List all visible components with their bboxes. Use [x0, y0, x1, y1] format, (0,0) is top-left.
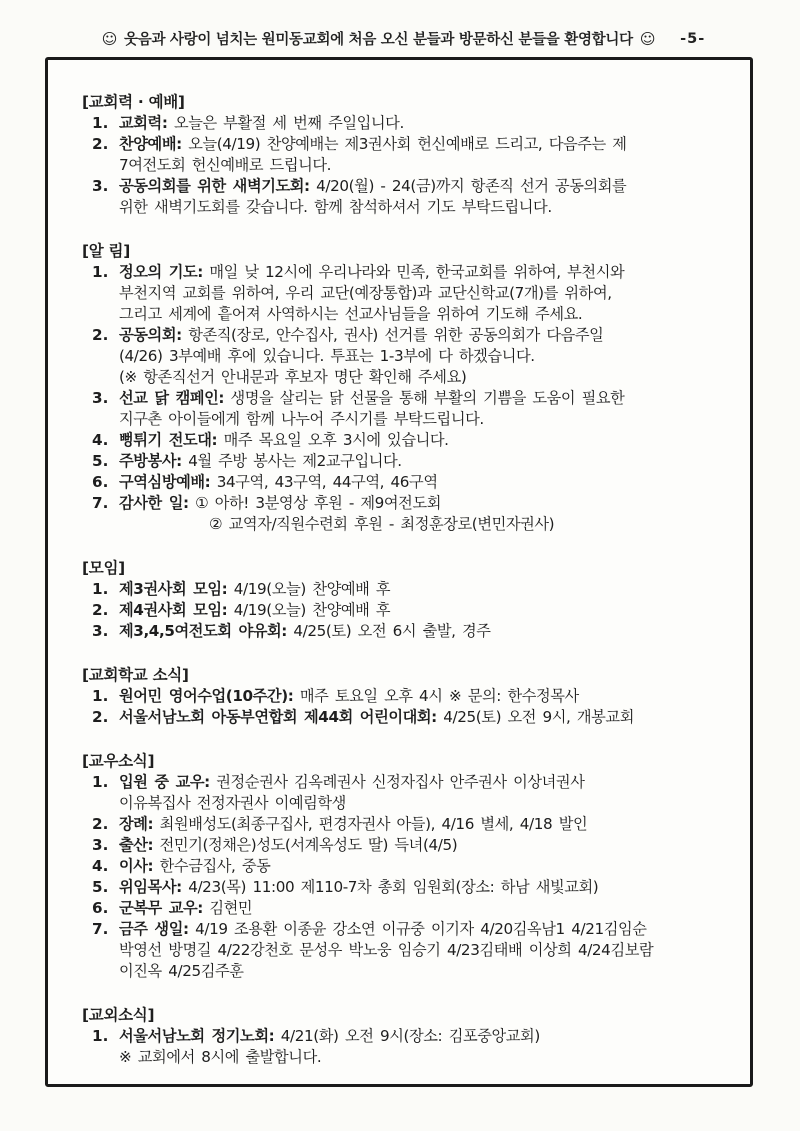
item-row [82, 451, 732, 472]
item-line [119, 877, 732, 898]
item-line-text: 매주 토요일 오후 4시 ※ 문의: 한수정목사 [299, 687, 579, 705]
item-line [119, 579, 732, 600]
item-label: 정오의 기도: [119, 263, 203, 281]
item-row [82, 493, 732, 535]
item-text [119, 856, 732, 877]
item-line [119, 493, 732, 514]
section-title: [교우소식] [82, 752, 155, 770]
item-line-text: 매일 낮 12시에 우리나라와 민족, 한국교회를 위하여, 부천시와 [209, 263, 625, 281]
item-line [119, 388, 732, 409]
item-label: 구역심방예배: [119, 473, 211, 491]
item-line [119, 325, 732, 346]
item-label: 입원 중 교우: [119, 773, 210, 791]
item-number: 1. [92, 687, 109, 705]
item-line-text: 4/20(월) - 24(금)까지 항존직 선거 공동의회를 [316, 177, 627, 195]
item-line-text: 4/23(목) 11:00 제110-7차 총회 임원회(장소: 하남 새빛교회) [188, 878, 599, 896]
item-number: 3. [92, 177, 109, 195]
item-line [119, 1026, 732, 1047]
item-line-text: 오늘은 부활절 세 번째 주일입니다. [173, 114, 404, 132]
item-label: 주방봉사: [119, 452, 182, 470]
section [82, 558, 732, 642]
item-number: 6. [92, 473, 109, 491]
item-row [82, 686, 732, 707]
item-line-text: 박영선 방명길 4/22강천호 문성우 박노웅 임승기 4/23김태배 이상희 4/24김보람 [119, 941, 654, 959]
item-label: 제3,4,5여전도회 야유회: [119, 622, 287, 640]
item-number: 5. [92, 878, 109, 896]
item-line [119, 621, 732, 642]
item-number: 3. [92, 389, 109, 407]
item-label: 장례: [119, 815, 154, 833]
bulletin-box [45, 57, 753, 1087]
section-title: [교외소식] [82, 1006, 155, 1024]
item-text [119, 898, 732, 919]
item-text [119, 430, 732, 451]
item-label: 공동의회를 위한 새벽기도회: [119, 177, 310, 195]
item-line [119, 409, 732, 430]
item-number: 2. [92, 815, 109, 833]
item-line-text: ※ 교회에서 8시에 출발합니다. [119, 1048, 322, 1066]
item-label: 출산: [119, 836, 154, 854]
item-row [82, 176, 732, 218]
item-line-text: 4/25(토) 오전 9시, 개봉교회 [443, 708, 634, 726]
item-line-text: 부천지역 교회를 위하여, 우리 교단(예장통합)과 교단신학교(7개)를 위하여, [119, 284, 612, 302]
smiley-icon: ☺ [101, 29, 118, 48]
item-line [119, 197, 732, 218]
item-text [119, 621, 732, 642]
section-title: [알 림] [82, 242, 131, 260]
item-row [82, 814, 732, 835]
header-text: 웃음과 사랑이 넘치는 원미동교회에 처음 오신 분들과 방문하신 분들을 환영합니다 [124, 32, 633, 48]
item-line [119, 155, 732, 176]
item-line-text: 권정순권사 김옥례권사 신정자집사 안주권사 이상녀권사 [216, 773, 585, 791]
item-number: 1. [92, 114, 109, 132]
item-line-text: 7여전도회 헌신예배로 드립니다. [119, 156, 332, 174]
item-row [82, 472, 732, 493]
item-number: 4. [92, 857, 109, 875]
item-text [119, 388, 732, 430]
item-label: 금주 생일: [119, 920, 189, 938]
item-line [119, 686, 732, 707]
item-line [119, 600, 732, 621]
item-line-text: 생명을 살리는 닭 선물을 통해 부활의 기쁨을 도움이 필요한 [230, 389, 625, 407]
item-line [209, 514, 732, 535]
item-row [82, 877, 732, 898]
item-row [82, 430, 732, 451]
item-row [82, 600, 732, 621]
item-number: 7. [92, 494, 109, 512]
item-line-text: 이진옥 4/25김주훈 [119, 962, 244, 980]
item-line [119, 367, 732, 388]
item-label: 교회력: [119, 114, 168, 132]
item-line-text: 4/25(토) 오전 6시 출발, 경주 [293, 622, 491, 640]
item-text [119, 134, 732, 176]
item-number: 7. [92, 920, 109, 938]
item-number: 1. [92, 580, 109, 598]
item-row [82, 707, 732, 728]
item-line [119, 134, 732, 155]
item-line [119, 793, 732, 814]
item-label: 공동의회: [119, 326, 182, 344]
item-row [82, 898, 732, 919]
item-text [119, 579, 732, 600]
item-row [82, 579, 732, 600]
item-label: 서울서남노회 정기노회: [119, 1027, 275, 1045]
item-number: 2. [92, 326, 109, 344]
item-label: 원어민 영어수업(10주간): [119, 687, 294, 705]
item-row [82, 134, 732, 176]
item-number: 1. [92, 773, 109, 791]
item-line [119, 772, 732, 793]
item-line [119, 304, 732, 325]
item-line-text: 위한 새벽기도회를 갖습니다. 함께 참석하셔서 기도 부탁드립니다. [119, 198, 552, 216]
item-number: 1. [92, 263, 109, 281]
item-line-text: 매주 목요일 오후 3시에 있습니다. [223, 431, 449, 449]
item-line [119, 898, 732, 919]
item-text [119, 707, 732, 728]
item-text [119, 877, 732, 898]
item-row [82, 325, 732, 388]
item-line-text: 4/19(오늘) 찬양예배 후 [233, 601, 391, 619]
item-row [82, 1026, 732, 1068]
item-label: 감사한 일: [119, 494, 189, 512]
item-line-text: ① 아하! 3분영상 후원 - 제9여전도회 [195, 494, 441, 512]
item-row [82, 772, 732, 814]
item-label: 제3권사회 모임: [119, 580, 228, 598]
item-line-text: 항존직(장로, 안수집사, 권사) 선거를 위한 공동의회가 다음주일 [188, 326, 604, 344]
item-row [82, 835, 732, 856]
item-line-text: ② 교역자/직원수련회 후원 - 최정훈장로(변민자권사) [209, 515, 555, 533]
item-line-text: (4/26) 3부예배 후에 있습니다. 투표는 1-3부에 다 하겠습니다. [119, 347, 535, 365]
item-text [119, 686, 732, 707]
item-line [119, 1047, 732, 1068]
item-number: 2. [92, 708, 109, 726]
item-text [119, 325, 732, 388]
item-number: 4. [92, 431, 109, 449]
item-line-text: 오늘(4/19) 찬양예배는 제3권사회 헌신예배로 드리고, 다음주는 제 [188, 135, 627, 153]
item-line [119, 961, 732, 982]
item-line-text: 4/21(화) 오전 9시(장소: 김포중앙교회) [280, 1027, 540, 1045]
item-label: 군복무 교우: [119, 899, 203, 917]
item-number: 2. [92, 601, 109, 619]
item-number: 3. [92, 836, 109, 854]
item-line [119, 814, 732, 835]
item-label: 이사: [119, 857, 154, 875]
item-text [119, 451, 732, 472]
item-line-text: 김현민 [209, 899, 253, 917]
item-row [82, 919, 732, 982]
item-line-text: 이유복집사 전정자권사 이예림학생 [119, 794, 346, 812]
item-line [119, 451, 732, 472]
item-number: 1. [92, 1027, 109, 1045]
item-line-text: 4/19(오늘) 찬양예배 후 [233, 580, 391, 598]
item-number: 6. [92, 899, 109, 917]
item-text [119, 113, 732, 134]
item-label: 위임목사: [119, 878, 182, 896]
item-line-text: 4/19 조용환 이종윤 강소연 이규중 이기자 4/20김옥남1 4/21김임순 [195, 920, 647, 938]
smiley-icon: ☺ [639, 29, 656, 48]
item-line-text: 전민기(정채은)성도(서계옥성도 딸) 득녀(4/5) [159, 836, 458, 854]
item-line [119, 707, 732, 728]
section-title: [교회력 · 예배] [82, 93, 185, 111]
section [82, 241, 732, 535]
item-text [119, 835, 732, 856]
item-text [119, 814, 732, 835]
section [82, 1005, 732, 1068]
item-line [119, 430, 732, 451]
item-text [119, 919, 732, 982]
item-line-text: 4월 주방 봉사는 제2교구입니다. [188, 452, 402, 470]
item-line-text: (※ 항존직선거 안내문과 후보자 명단 확인해 주세요) [119, 368, 467, 386]
item-text [119, 772, 732, 814]
section-title: [교회학교 소식] [82, 666, 189, 684]
item-text [119, 1026, 732, 1068]
item-line-text: 그리고 세계에 흩어져 사역하시는 선교사님들을 위하여 기도해 주세요. [119, 305, 583, 323]
page-number: -5- [680, 30, 706, 47]
item-line-text: 최원배성도(최종구집사, 편경자권사 아들), 4/16 별세, 4/18 발인 [159, 815, 588, 833]
section [82, 665, 732, 728]
item-row [82, 262, 732, 325]
item-text [119, 493, 732, 535]
item-row [82, 621, 732, 642]
item-line-text: 한수금집사, 중동 [159, 857, 271, 875]
item-label: 뻥튀기 전도대: [119, 431, 218, 449]
section [82, 92, 732, 218]
page-header [0, 28, 800, 49]
item-text [119, 472, 732, 493]
item-line [119, 176, 732, 197]
item-row [82, 388, 732, 430]
item-line [119, 940, 732, 961]
item-line [119, 346, 732, 367]
item-line [119, 919, 732, 940]
item-line [119, 472, 732, 493]
item-label: 찬양예배: [119, 135, 182, 153]
item-row [82, 856, 732, 877]
item-line [119, 262, 732, 283]
section [82, 751, 732, 982]
section-title: [모임] [82, 559, 125, 577]
item-text [119, 600, 732, 621]
item-line [119, 283, 732, 304]
item-line [119, 856, 732, 877]
item-line [119, 835, 732, 856]
item-line-text: 34구역, 43구역, 44구역, 46구역 [216, 473, 438, 491]
item-number: 2. [92, 135, 109, 153]
item-line [119, 113, 732, 134]
item-label: 서울서남노회 아동부연합회 제44회 어린이대회: [119, 708, 437, 726]
item-number: 3. [92, 622, 109, 640]
item-line-text: 지구촌 아이들에게 함께 나누어 주시기를 부탁드립니다. [119, 410, 484, 428]
item-text [119, 176, 732, 218]
item-row [82, 113, 732, 134]
item-label: 선교 닭 캠페인: [119, 389, 225, 407]
item-number: 5. [92, 452, 109, 470]
item-text [119, 262, 732, 325]
item-label: 제4권사회 모임: [119, 601, 228, 619]
